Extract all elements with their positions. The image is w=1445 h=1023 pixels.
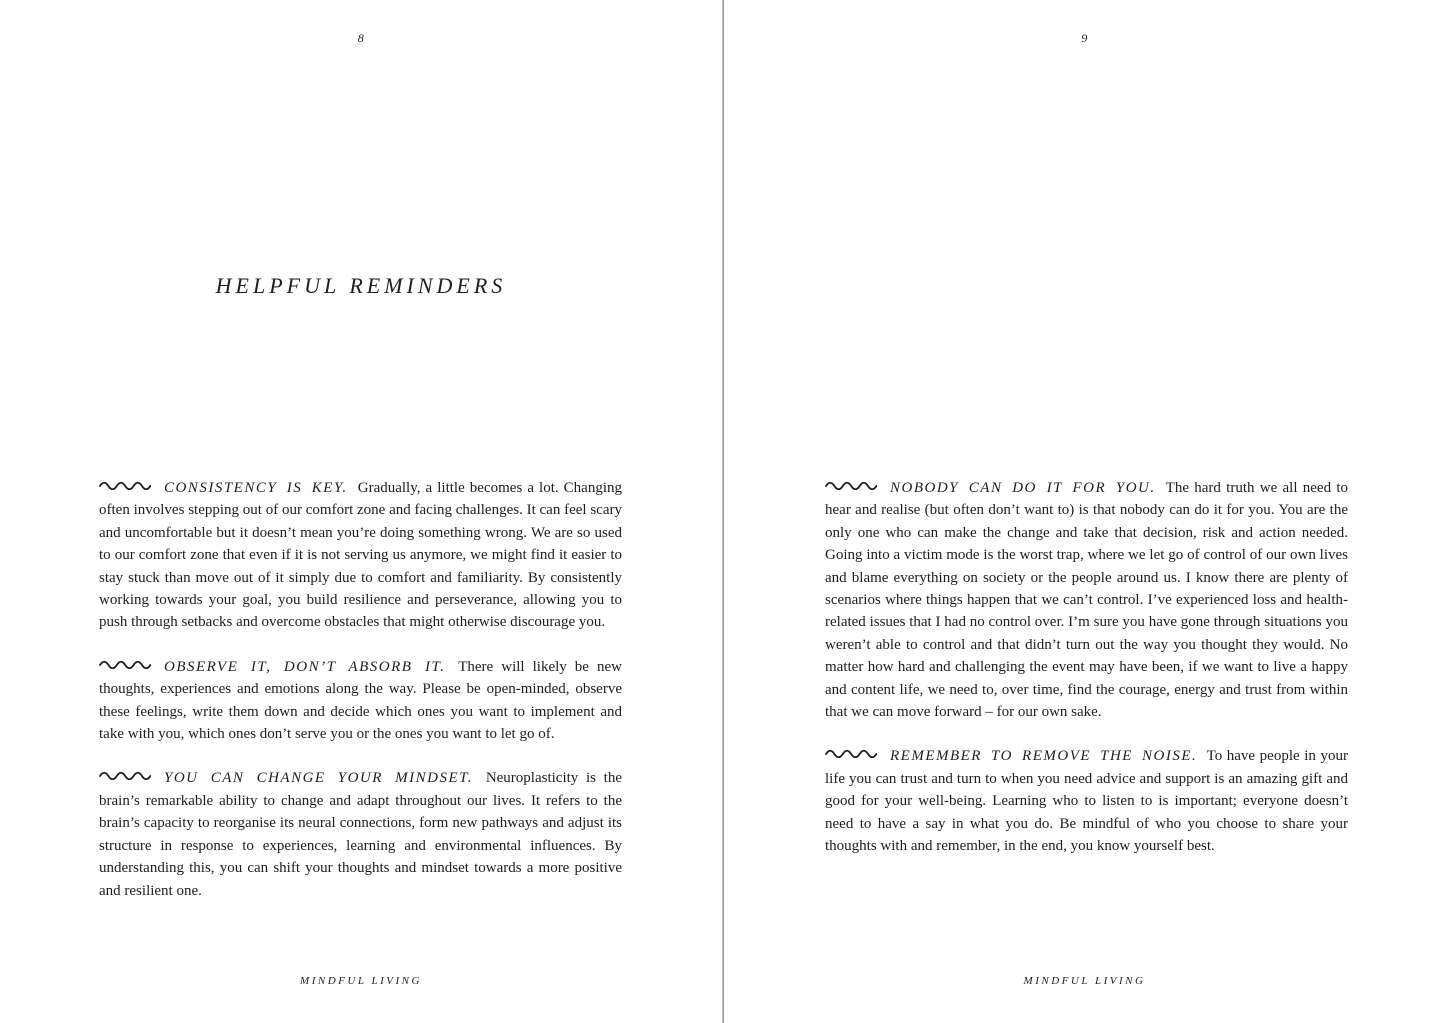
paragraph [825,745,1348,857]
paragraph-heading: YOU CAN CHANGE YOUR MINDSET. [164,770,474,787]
paragraph [99,767,622,901]
paragraph [99,656,622,746]
page-number-left: 8 [357,31,365,45]
squiggle-icon [99,770,151,780]
running-footer-left: MINDFUL LIVING [300,975,422,987]
paragraph-body: There will likely be new thoughts, experiences and emotions along the way. Please be open-minded, observe these feelings, write them down and decide which ones you want to implement and take with you, which ones don’t serve you or the ones you want to let go of. [99,658,622,743]
paragraph-body: Gradually, a little becomes a lot. Changing often involves stepping out of our comfort zone and facing challenges. It can feel scary and uncomfortable but it doesn’t mean you’re doing something wrong. We are so used to our comfort zone that even if it is not serving us anymore, we might find it easier to stay stuck than move out of it simply due to comfort and familiarity. By consistently working towards your goal, you build resilience and perseverance, allowing you to push through setbacks and overcome obstacles that might otherwise discourage you. [99,480,623,631]
paragraph-body: The hard truth we all need to hear and realise (but often don’t want to) is that nobody can do it for you. You are the only one who can make the change and take that decision, risk and action needed. Going into a victim mode is the worst trap, where we let go of control of our own lives and blame everything on society or the people around us. I know there are plenty of scenarios where things happen that we can’t control. I’ve experienced loss and health-related issues that I had no control over. I’m sure you have gone through situations you weren’t able to control and that didn’t turn out the way you thought they would. No matter how hard and challenging the event may have been, if we want to live a happy and content life, we need to, over time, find the courage, energy and trust from within that we can move forward – for our own sake. [825,480,1349,721]
paragraph-heading: REMEMBER TO REMOVE THE NOISE. [890,748,1198,765]
paragraph-heading: OBSERVE IT, DON’T ABSORB IT. [164,658,446,675]
page-number-right: 9 [1081,31,1088,45]
squiggle-icon [99,480,151,490]
paragraph [99,477,622,634]
page-left-content [99,477,622,902]
paragraph [825,477,1348,723]
page-left [0,0,722,1023]
paragraph-body: Neuroplasticity is the brain’s remarkable ability to change and adapt throughout our lives. It refers to the brain’s capacity to reorganise its neural connections, form new pathways and adjust its structure in response to experiences, learning and environmental influences. By understanding this, you can shift your thoughts and mindset towards a more positive and resilient one. [99,770,623,899]
paragraph-body: To have people in your life you can trust and turn to when you need advice and support is an amazing gift and good for your well-being. Learning who to listen to is important; everyone doesn’t need to have a say in what you do. Be mindful of who you choose to share your thoughts with and remember, in the end, you know yourself best. [825,748,1348,855]
running-footer-right: MINDFUL LIVING [1023,975,1146,987]
paragraph-heading: NOBODY CAN DO IT FOR YOU. [890,480,1156,496]
paragraph-heading: CONSISTENCY IS KEY. [164,480,348,496]
chapter-title: HELPFUL REMINDERS [215,273,507,298]
page-right [724,0,1445,1023]
squiggle-icon [825,748,877,758]
squiggle-icon [99,659,151,669]
squiggle-icon [825,480,877,490]
page-right-content [825,477,1348,858]
